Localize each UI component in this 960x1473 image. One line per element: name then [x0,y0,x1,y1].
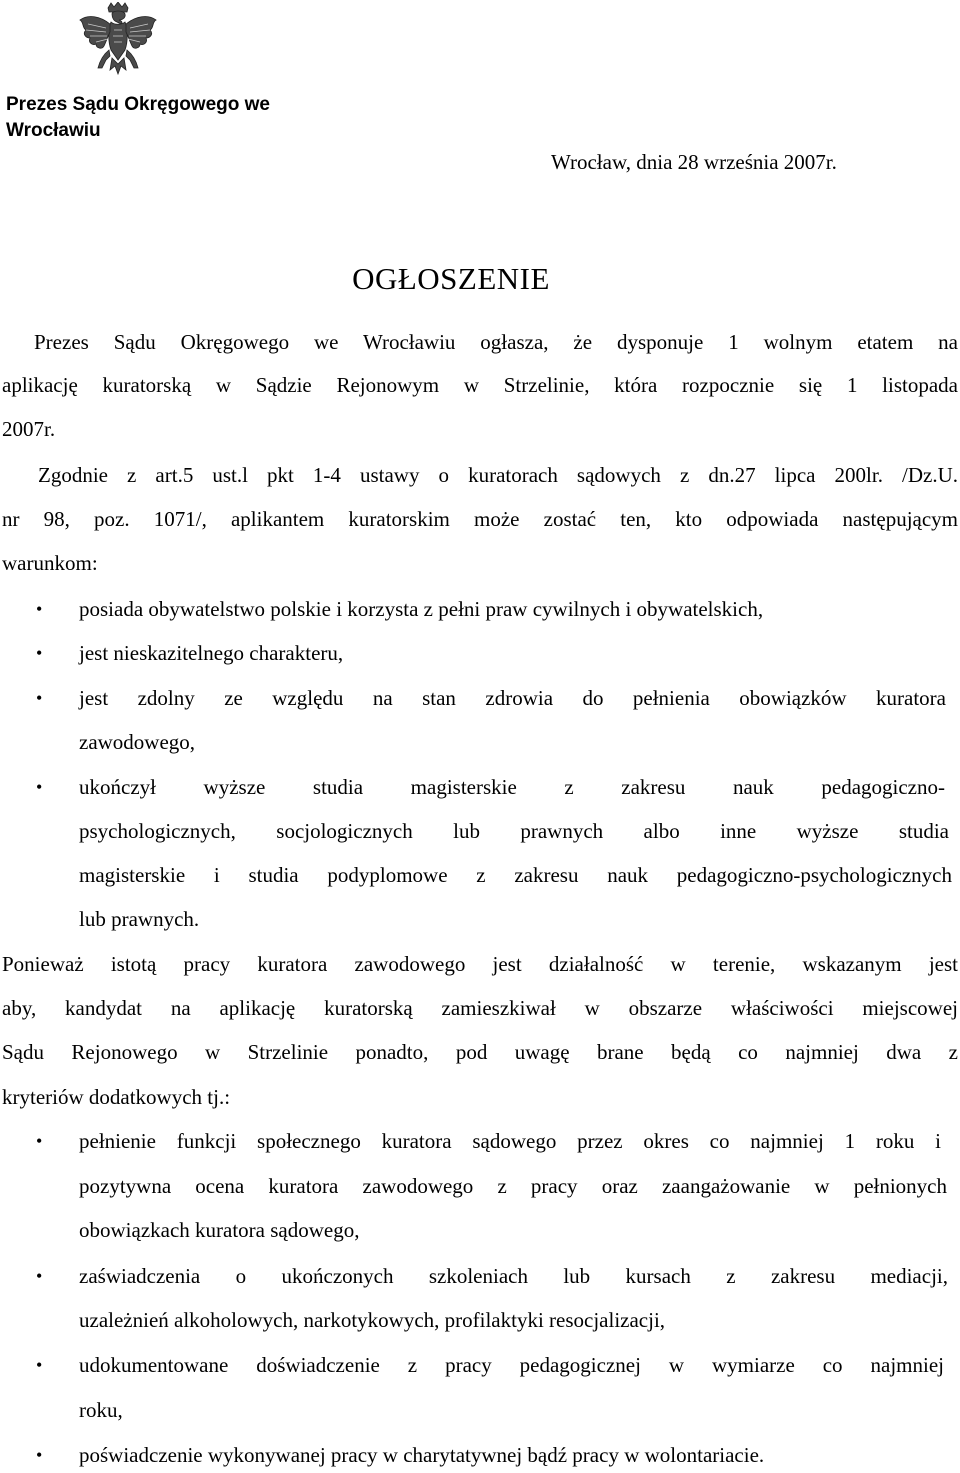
legal-line-3: warunkom: [2,551,98,575]
list-bullet: • [36,1355,43,1375]
criteria-item-line: roku, [79,1398,123,1422]
place-date: Wrocław, dnia 28 września 2007r. [551,150,837,174]
requirement-item-line: zawodowego, [79,730,196,754]
requirement-item-line: lub prawnych. [79,907,200,931]
legal-line-2: nr 98, poz. 1071/, aplikantem kuratorskim może zostać ten, kto odpowiada następującym [2,507,958,531]
criteria-item-line: obowiązkach kuratora sądowego, [79,1218,360,1242]
list-bullet: • [36,1266,43,1286]
eagle-emblem-icon [78,2,158,86]
criteria-intro-line-1: Ponieważ istotą pracy kuratora zawodowego jest działalność w terenie, wskazanym jest [2,952,958,976]
criteria-item-line: pełnienie funkcji społecznego kuratora sądowego przez okres co najmniej 1 roku i [79,1129,941,1153]
list-bullet: • [36,777,43,797]
intro-line-2: aplikację kuratorską w Sądzie Rejonowym w Strzelinie, która rozpocznie się 1 listopada [2,373,958,397]
list-bullet: • [36,599,43,619]
criteria-item-line: uzależnień alkoholowych, narkotykowych, profilaktyki resocjalizacji, [79,1308,666,1332]
list-bullet: • [36,1131,43,1151]
requirement-item-line: psychologicznych, socjologicznych lub prawnych albo inne wyższe studia [79,819,949,843]
criteria-intro-line-2: aby, kandydat na aplikację kuratorską zamieszkiwał w obszarze właściwości miejscowej [2,996,958,1020]
criteria-item-line: zaświadczenia o ukończonych szkoleniach lub kursach z zakresu mediacji, [79,1264,948,1288]
issuer-name [6,92,366,144]
requirement-item: jest nieskazitelnego charakteru, [79,641,344,665]
requirement-item-line: ukończył wyższe studia magisterskie z zakresu nauk pedagogiczno- [79,775,945,799]
criteria-item-line: poświadczenie wykonywanej pracy w charytatywnej bądź pracy w wolontariacie. [79,1443,765,1467]
intro-line-1: Prezes Sądu Okręgowego we Wrocławiu ogłasza, że dysponuje 1 wolnym etatem na [34,330,958,354]
issuer-line-2: Wrocławiu [6,120,101,141]
requirement-item-line: magisterskie i studia podyplomowe z zakresu nauk pedagogiczno-psychologicznych [79,863,952,887]
criteria-item-line: pozytywna ocena kuratora zawodowego z pracy oraz zaangażowanie w pełnionych [79,1174,947,1198]
list-bullet: • [36,688,43,708]
legal-line-1: Zgodnie z art.5 ust.l pkt 1-4 ustawy o kuratorach sądowych z dn.27 lipca 200lr. /Dz.U. [38,463,958,487]
criteria-item-line: udokumentowane doświadczenie z pracy pedagogicznej w wymiarze co najmniej [79,1353,944,1377]
list-bullet: • [36,1445,43,1465]
criteria-intro-line-4: kryteriów dodatkowych tj.: [2,1085,231,1109]
issuer-line-1: Prezes Sądu Okręgowego we [6,94,270,115]
requirement-item-line: jest zdolny ze względu na stan zdrowia do pełnienia obowiązków kuratora [79,686,946,710]
intro-line-3: 2007r. [2,417,56,441]
list-bullet: • [36,643,43,663]
criteria-intro-line-3: Sądu Rejonowego w Strzelinie ponadto, pod uwagę brane będą co najmniej dwa z [2,1040,958,1064]
requirement-item: posiada obywatelstwo polskie i korzysta z pełni praw cywilnych i obywatelskich, [79,597,764,621]
document-title: OGŁOSZENIE [352,261,550,296]
